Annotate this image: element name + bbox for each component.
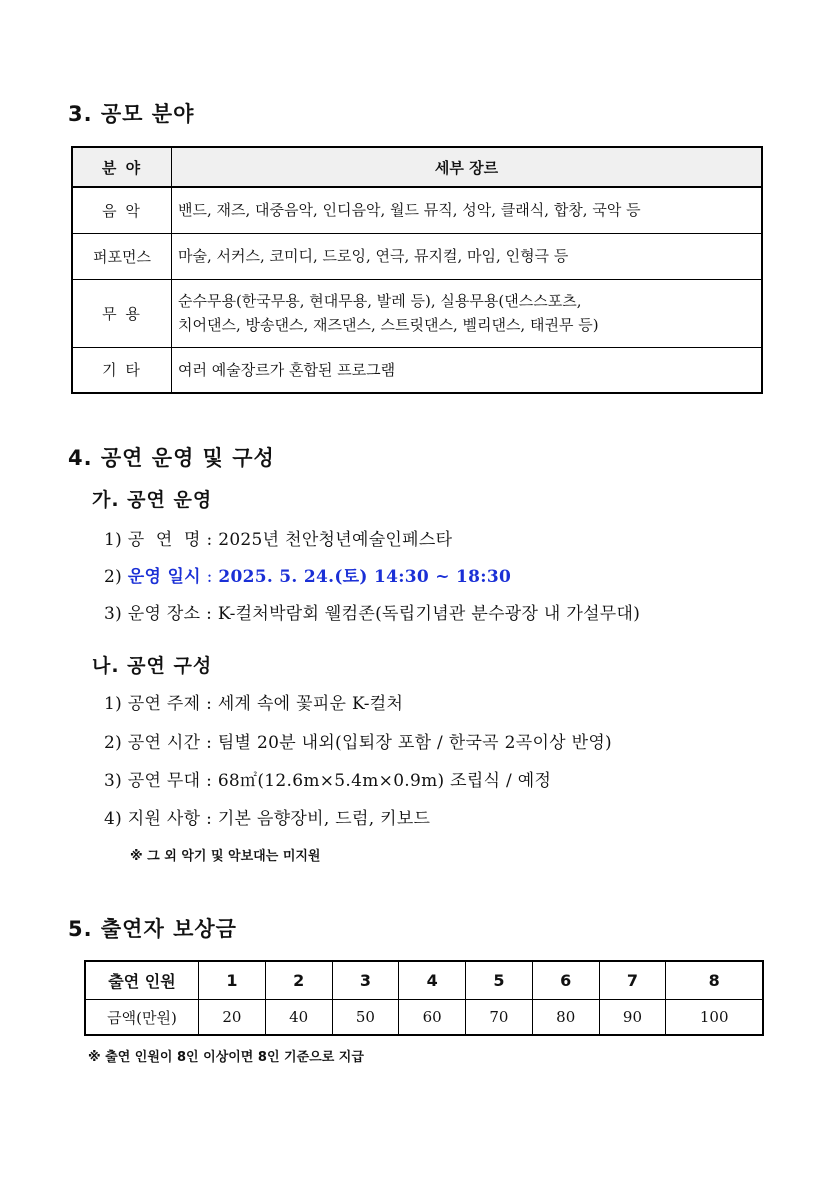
genre-detail xyxy=(172,279,763,347)
item-value: 팀별 20분 내외(입퇴장 포함 / 한국곡 2곡이상 반영) xyxy=(217,733,612,753)
genre-table-header xyxy=(72,147,762,187)
item-number: 3) xyxy=(104,604,123,624)
genre-category: 기 타 xyxy=(72,347,172,393)
people-count: 6 xyxy=(532,961,599,1000)
genre-category: 음 악 xyxy=(72,187,172,233)
list-item: 2) 운영 일시 : 2025. 5. 24.(토) 14:30 ~ 18:30 xyxy=(104,567,512,587)
item-number: 4) xyxy=(104,809,123,829)
people-label: 출연 인원 xyxy=(85,961,199,1000)
list-item: 2) 공연 시간 : 팀별 20분 내외(입퇴장 포함 / 한국곡 2곡이상 반영) xyxy=(104,733,612,753)
genre-detail: 여러 예술장르가 혼합된 프로그램 xyxy=(172,347,763,393)
section-5-title: 5. 출연자 보상금 xyxy=(68,917,237,941)
amount-value: 80 xyxy=(532,1000,599,1036)
amount-value: 100 xyxy=(666,1000,763,1036)
item-number: 2) xyxy=(104,567,123,587)
list-item: 3) 운영 장소 : K-컬처박람회 웰컴존(독립기념관 분수광장 내 가설무대) xyxy=(104,604,641,624)
payment-note: ※ 출연 인원이 8인 이상이면 8인 기준으로 지급 xyxy=(88,1050,364,1065)
table-row xyxy=(85,1000,763,1036)
people-count: 2 xyxy=(265,961,332,1000)
genre-category: 무 용 xyxy=(72,279,172,347)
people-count: 5 xyxy=(466,961,533,1000)
section-3-title: 3. 공모 분야 xyxy=(68,102,195,126)
amount-value: 20 xyxy=(199,1000,266,1036)
item-label: 운영 일시 xyxy=(127,567,201,587)
item-label: 공연 시간 xyxy=(127,733,201,753)
people-count: 7 xyxy=(599,961,666,1000)
genre-detail-line: 순수무용(한국무용, 현대무용, 발레 등), 실용무용(댄스스포츠, xyxy=(178,292,582,310)
item-value: 68㎡(12.6m×5.4m×0.9m) 조립식 / 예정 xyxy=(217,771,552,791)
amount-value: 40 xyxy=(265,1000,332,1036)
amount-value: 70 xyxy=(466,1000,533,1036)
genre-detail-line: 치어댄스, 방송댄스, 재즈댄스, 스트릿댄스, 벨리댄스, 태권무 등) xyxy=(178,316,599,334)
list-item: 4) 지원 사항 : 기본 음향장비, 드럼, 키보드 xyxy=(104,809,431,829)
amount-value: 90 xyxy=(599,1000,666,1036)
list-item: 3) 공연 무대 : 68㎡(12.6m×5.4m×0.9m) 조립식 / 예정 xyxy=(104,771,552,791)
subsection-b-title: 나. 공연 구성 xyxy=(92,655,213,677)
amount-value: 50 xyxy=(332,1000,399,1036)
section-4-title: 4. 공연 운영 및 구성 xyxy=(68,446,275,470)
item-label: 공 연 명 xyxy=(127,530,201,550)
item-number: 1) xyxy=(104,530,123,550)
subsection-a-title: 가. 공연 운영 xyxy=(92,489,213,511)
item-value: 2025. 5. 24.(토) 14:30 ~ 18:30 xyxy=(218,567,512,587)
people-count: 1 xyxy=(199,961,266,1000)
item-label: 지원 사항 xyxy=(127,809,201,829)
people-count: 4 xyxy=(399,961,466,1000)
list-item: 1) 공연 주제 : 세계 속에 꽃피운 K-컬처 xyxy=(104,694,404,714)
genre-detail: 마술, 서커스, 코미디, 드로잉, 연극, 뮤지컬, 마임, 인형극 등 xyxy=(172,233,763,279)
item-value: 세계 속에 꽃피운 K-컬처 xyxy=(217,694,404,714)
genre-header-category: 분 야 xyxy=(72,147,172,187)
table-row xyxy=(72,347,762,393)
table-row xyxy=(72,233,762,279)
item-number: 3) xyxy=(104,771,123,791)
payment-table xyxy=(84,960,764,1036)
item-value: 기본 음향장비, 드럼, 키보드 xyxy=(217,809,431,829)
genre-detail: 밴드, 재즈, 대중음악, 인디음악, 월드 뮤직, 성악, 클래식, 합창, 국악 등 xyxy=(172,187,763,233)
genre-table xyxy=(71,146,763,394)
item-label: 공연 주제 xyxy=(127,694,201,714)
genre-category: 퍼포먼스 xyxy=(72,233,172,279)
table-row xyxy=(85,961,763,1000)
people-count: 8 xyxy=(666,961,763,1000)
amount-value: 60 xyxy=(399,1000,466,1036)
item-label: 운영 장소 xyxy=(127,604,201,624)
genre-header-detail: 세부 장르 xyxy=(172,147,763,187)
table-row xyxy=(72,187,762,233)
list-item: 1) 공 연 명 : 2025년 천안청년예술인페스타 xyxy=(104,530,453,550)
item-value: K-컬처박람회 웰컴존(독립기념관 분수광장 내 가설무대) xyxy=(217,604,641,624)
item-number: 1) xyxy=(104,694,123,714)
instrument-note: ※ 그 외 악기 및 악보대는 미지원 xyxy=(130,849,321,864)
item-number: 2) xyxy=(104,733,123,753)
item-label: 공연 무대 xyxy=(127,771,201,791)
people-count: 3 xyxy=(332,961,399,1000)
table-row xyxy=(72,279,762,347)
item-value: 2025년 천안청년예술인페스타 xyxy=(218,530,453,550)
amount-label: 금액(만원) xyxy=(85,1000,199,1036)
